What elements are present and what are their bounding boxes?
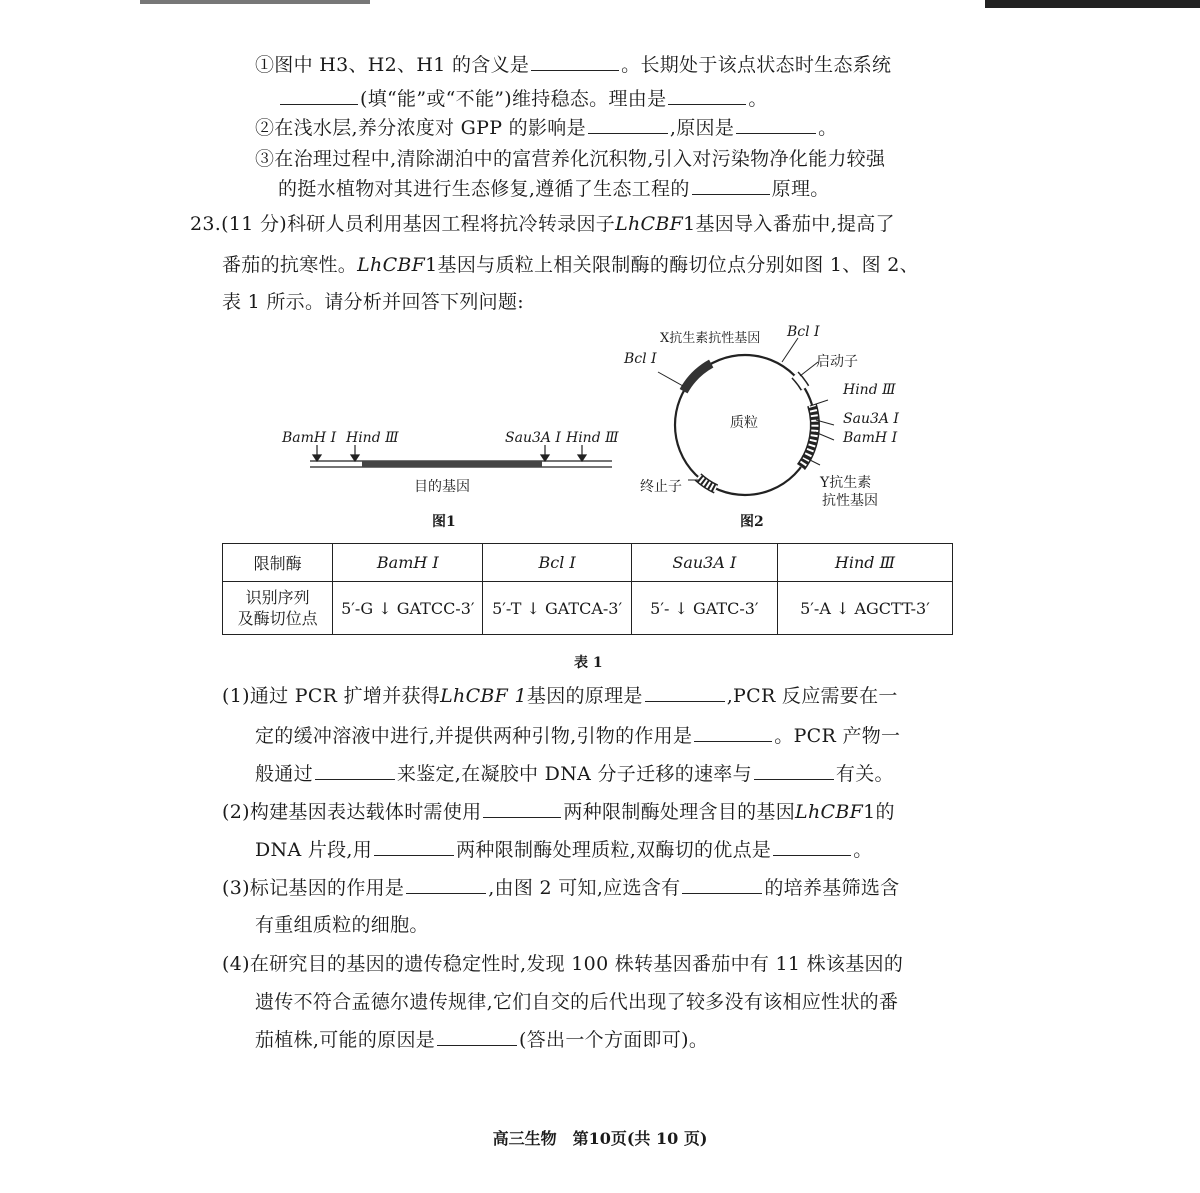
text: 基因导入番茄中,提高了	[695, 213, 895, 235]
fig2-y-gene-label-1: Y抗生素	[820, 475, 872, 491]
table-header-row	[223, 544, 953, 582]
q22-line-5	[278, 176, 830, 202]
text: ,原因是	[669, 117, 735, 139]
q1-line-1	[222, 683, 898, 709]
fig1-sau-label: Sau3A Ⅰ	[505, 430, 561, 446]
answer-blank[interactable]	[694, 723, 772, 742]
q4-line-2: 遗传不符合孟德尔遗传规律,它们自交的后代出现了较多没有该相应性状的番	[255, 991, 899, 1013]
answer-blank[interactable]	[406, 875, 486, 894]
text: 23.(11 分)科研人员利用基因工程将抗冷转录因子	[190, 213, 616, 235]
answer-blank[interactable]	[754, 761, 834, 780]
text: (答出一个方面即可)。	[519, 1029, 709, 1051]
text: 。长期处于该点状态时生态系统	[621, 54, 892, 76]
fig1-hind-label: Hind Ⅲ	[346, 430, 399, 446]
text: 。PCR 产物一	[774, 725, 901, 747]
q1-line-2	[255, 723, 900, 749]
answer-blank[interactable]	[437, 1027, 517, 1046]
answer-blank[interactable]	[280, 86, 358, 105]
text: 有关。	[835, 763, 894, 785]
text: 来鉴定,在凝胶中 DNA 分子迁移的速率与	[396, 763, 752, 785]
answer-blank[interactable]	[588, 115, 668, 134]
gene-name: LhCBF 1	[440, 685, 527, 707]
fig2-bcl-top-label: Bcl Ⅰ	[787, 324, 820, 340]
text: 两种限制酶处理含目的基因	[563, 801, 796, 823]
text: 的	[875, 801, 895, 823]
answer-blank[interactable]	[315, 761, 395, 780]
text: 基因与质粒上相关限制酶的酶切位点分别如图 1、图 2、	[437, 254, 919, 276]
q2-line-1	[222, 799, 895, 825]
q1-line-3	[255, 761, 894, 787]
q23-intro-2	[222, 252, 919, 278]
fig2-terminator-label: 终止子	[640, 479, 682, 495]
fig2-promoter-label: 启动子	[816, 354, 858, 370]
text: 。	[748, 88, 768, 110]
q2-line-2	[255, 837, 873, 863]
fig2-caption: 图2	[740, 514, 764, 530]
text: 般通过	[255, 763, 313, 785]
fig2-bcl-left-label: Bcl Ⅰ	[624, 351, 657, 367]
q23-intro-1	[190, 211, 895, 237]
fig2-bamh-label: BamH Ⅰ	[843, 430, 898, 446]
q22-line-1	[255, 52, 891, 78]
q3-line-2: 有重组质粒的细胞。	[255, 914, 429, 936]
table-caption: 表 1	[574, 655, 603, 671]
row-label-1: 识别序列	[245, 588, 310, 607]
table-header-cell: Bcl Ⅰ	[483, 544, 631, 582]
text: 。	[853, 839, 873, 861]
q22-line-4: ③在治理过程中,清除湖泊中的富营养化沉积物,引入对污染物净化能力较强	[255, 148, 886, 170]
text: ②在浅水层,养分浓度对 GPP 的影响是	[255, 117, 586, 139]
table-cell	[223, 582, 333, 635]
fig2-plasmid-label: 质粒	[730, 415, 758, 431]
q4-line-1: (4)在研究目的基因的遗传稳定性时,发现 100 株转基因番茄中有 11 株该基因的	[222, 953, 904, 975]
q3-line-1	[222, 875, 899, 901]
text: 。	[818, 117, 838, 139]
table-row	[223, 582, 953, 635]
gene-number: 1	[863, 801, 876, 823]
gene-name: LhCBF	[795, 801, 864, 823]
scan-edge-left	[140, 0, 370, 4]
gene-number: 1	[425, 254, 438, 276]
text: 原理。	[771, 178, 830, 200]
text: DNA 片段,用	[255, 839, 373, 861]
table-cell: 5′-G ↓ GATCC-3′	[333, 582, 483, 635]
q22-line-2	[278, 86, 768, 112]
fig1-bamh-label: BamH Ⅰ	[282, 430, 337, 446]
x-resistance-gene	[684, 364, 712, 392]
fig2-sau-label: Sau3A Ⅰ	[843, 411, 899, 427]
answer-blank[interactable]	[374, 837, 454, 856]
fig2-hind-label: Hind Ⅲ	[843, 382, 896, 398]
text: ,PCR 反应需要在一	[726, 685, 898, 707]
fig2-y-gene-label-2: 抗性基因	[822, 493, 878, 509]
text: (2)构建基因表达载体时需使用	[222, 801, 482, 823]
answer-blank[interactable]	[736, 115, 816, 134]
table-cell: 5′-A ↓ AGCTT-3′	[777, 582, 952, 635]
text: ①图中 H3、H2、H1 的含义是	[255, 54, 530, 76]
gene-number: 1	[683, 213, 696, 235]
text: 的培养基筛选含	[764, 877, 900, 899]
q22-line-3	[255, 115, 837, 141]
row-label-2: 及酶切位点	[237, 609, 318, 628]
table-cell: 5′- ↓ GATC-3′	[631, 582, 777, 635]
table-header-cell: Hind Ⅲ	[777, 544, 952, 582]
fig1-hind-label-2: Hind Ⅲ	[566, 430, 619, 446]
answer-blank[interactable]	[531, 52, 619, 71]
text: 茄植株,可能的原因是	[255, 1029, 436, 1051]
fig2-x-gene-label: X抗生素抗性基因	[660, 331, 761, 346]
text: (1)通过 PCR 扩增并获得	[222, 685, 441, 707]
target-gene-bar	[362, 461, 542, 467]
text: 的挺水植物对其进行生态修复,遵循了生态工程的	[278, 178, 690, 200]
text: ,由图 2 可知,应选含有	[488, 877, 681, 899]
answer-blank[interactable]	[682, 875, 762, 894]
promoter-segment	[795, 375, 805, 388]
table-header-cell: BamH Ⅰ	[333, 544, 483, 582]
text: 番茄的抗寒性。	[222, 254, 358, 276]
text: (3)标记基因的作用是	[222, 877, 405, 899]
text: (填“能”或“不能”)维持稳态。理由是	[360, 88, 667, 110]
answer-blank[interactable]	[668, 86, 746, 105]
answer-blank[interactable]	[483, 799, 561, 818]
text: 定的缓冲溶液中进行,并提供两种引物,引物的作用是	[255, 725, 693, 747]
enzyme-table	[222, 543, 953, 635]
table-cell: 5′-T ↓ GATCA-3′	[483, 582, 631, 635]
table-header-cell: 限制酶	[223, 544, 333, 582]
q23-intro-3: 表 1 所示。请分析并回答下列问题:	[222, 291, 524, 313]
gene-name: LhCBF	[357, 254, 426, 276]
answer-blank[interactable]	[773, 837, 851, 856]
text: 基因的原理是	[526, 685, 643, 707]
answer-blank[interactable]	[645, 683, 725, 702]
page-footer: 高三生物 第10页(共 10 页)	[492, 1129, 708, 1148]
fig1-target-label: 目的基因	[414, 479, 470, 495]
scan-edge-right	[985, 0, 1200, 8]
fig1-caption: 图1	[432, 514, 456, 530]
text: 两种限制酶处理质粒,双酶切的优点是	[456, 839, 772, 861]
q4-line-3	[255, 1027, 708, 1053]
table-header-cell: Sau3A Ⅰ	[631, 544, 777, 582]
gene-name: LhCBF	[615, 213, 684, 235]
answer-blank[interactable]	[692, 176, 770, 195]
